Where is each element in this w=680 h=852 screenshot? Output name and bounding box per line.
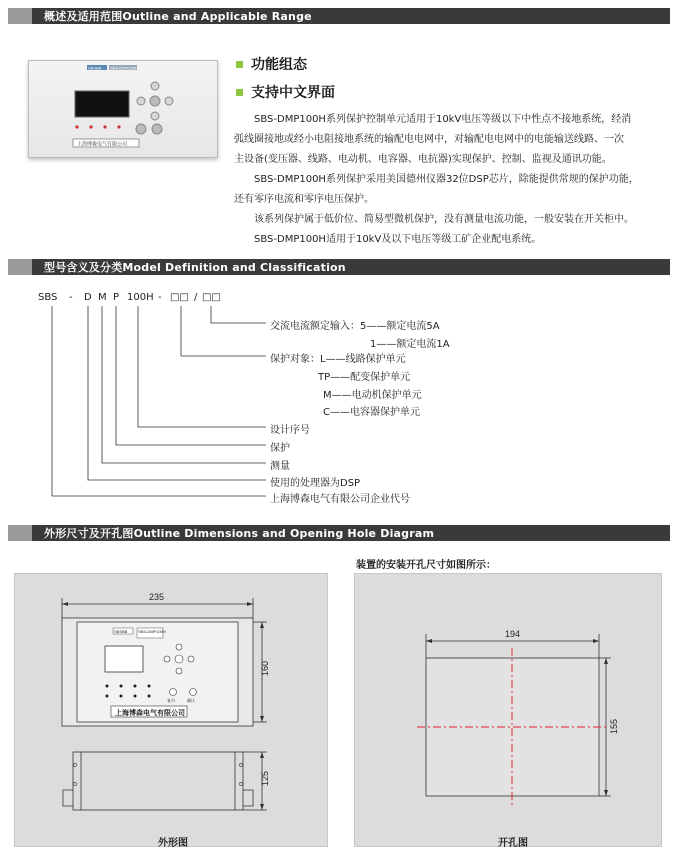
- cutout-height-label: 155: [609, 718, 619, 734]
- company-plate-text: 上海博森电气有限公司: [77, 141, 128, 148]
- section-accent: [8, 525, 32, 541]
- code-label-object-c: C——电容器保护单元: [323, 407, 420, 418]
- code-part: □□: [170, 292, 189, 303]
- outline-height-label: 160: [260, 660, 270, 676]
- front-confirm-button: [190, 689, 197, 696]
- cutout-intro: 装置的安装开孔尺寸如图所示：: [356, 560, 496, 571]
- section-title: 型号含义及分类Model Definition and Classification: [44, 261, 346, 274]
- outline-depth-label: 125: [260, 770, 270, 786]
- feature-label: 功能组态: [251, 57, 307, 73]
- code-part: -: [69, 292, 73, 303]
- code-part: M: [98, 292, 107, 303]
- outline-drawing: [15, 574, 327, 846]
- code-label-object: 保护对象：L——线路保护单元: [270, 354, 406, 365]
- front-tag-1-text: SBSBB: [114, 629, 128, 634]
- code-part: D: [84, 292, 92, 303]
- code-label-current-1a: 1——额定电流1A: [370, 339, 450, 350]
- feature-label: 支持中文界面: [251, 85, 335, 101]
- code-part: P: [113, 292, 120, 303]
- code-part: 100H: [127, 292, 154, 303]
- desc-line: 该系列保护属于低价位、简易型微机保护，没有测量电流功能，一般安装在开关柜中。: [254, 214, 634, 225]
- cutout-caption: 开孔图: [498, 838, 528, 849]
- desc-line: 弧线圈接地或经小电阻接地系统的输配电电网中，对输配电电网中的电能输送线路、一次: [234, 134, 624, 145]
- code-label-object-tp: TP——配变保护单元: [318, 372, 411, 383]
- code-label-measure: 测量: [270, 461, 290, 472]
- front-tag-2-text: SBS-DMP100H: [138, 629, 166, 634]
- front-reset-label: 复归: [167, 698, 175, 703]
- code-label-protect: 保护: [270, 443, 290, 454]
- code-label-company: 上海博森电气有限公司企业代号: [270, 494, 410, 505]
- desc-line: 主设备(变压器、线路、电动机、电容器、电抗器)实现保护、控制、监视及通讯功能。: [234, 154, 612, 165]
- code-part: -: [158, 292, 162, 303]
- front-reset-button: [170, 689, 177, 696]
- outline-caption: 外形图: [158, 838, 188, 849]
- code-label-design: 设计序号: [270, 425, 310, 436]
- side-screws: [73, 763, 242, 785]
- cutout-panel: [354, 573, 662, 847]
- section-title: 概述及适用范围Outline and Applicable Range: [44, 10, 312, 23]
- desc-line: 还有零序电流和零序电压保护。: [234, 194, 374, 205]
- section-title: 外形尺寸及开孔图Outline Dimensions and Opening Hole Diagram: [44, 527, 435, 540]
- model-tag-text: SBS-DMP100H: [110, 65, 138, 71]
- code-label-object-m: M——电动机保护单元: [323, 390, 422, 401]
- code-part: /: [194, 292, 198, 303]
- code-part: SBS: [38, 292, 58, 303]
- cutout-drawing: [355, 574, 661, 846]
- desc-line: SBS-DMP100H适用于10kV及以下电压等级工矿企业配电系统。: [254, 234, 542, 245]
- outline-panel: [14, 573, 328, 847]
- desc-line: SBS-DMP100H系列保护控制单元适用于10kV电压等级以下中性点不接地系统，经消: [254, 114, 632, 125]
- outline-width-label: 235: [149, 592, 165, 602]
- front-lcd: [105, 646, 143, 672]
- code-label-current: 交流电流额定输入：5——额定电流5A: [270, 321, 440, 332]
- brand-tag-text: SBSBB: [88, 65, 102, 71]
- front-company-plate-text: 上海博森电气有限公司: [115, 709, 185, 717]
- code-part: □□: [202, 292, 221, 303]
- desc-line: SBS-DMP100H系列保护采用美国德州仪器32位DSP芯片，除能提供常规的保护功能，: [254, 174, 639, 185]
- cutout-width-label: 194: [505, 629, 521, 639]
- code-label-dsp: 使用的处理器为DSP: [270, 478, 361, 489]
- section-header-dimensions: [8, 525, 670, 541]
- front-confirm-label: 确认: [187, 698, 195, 703]
